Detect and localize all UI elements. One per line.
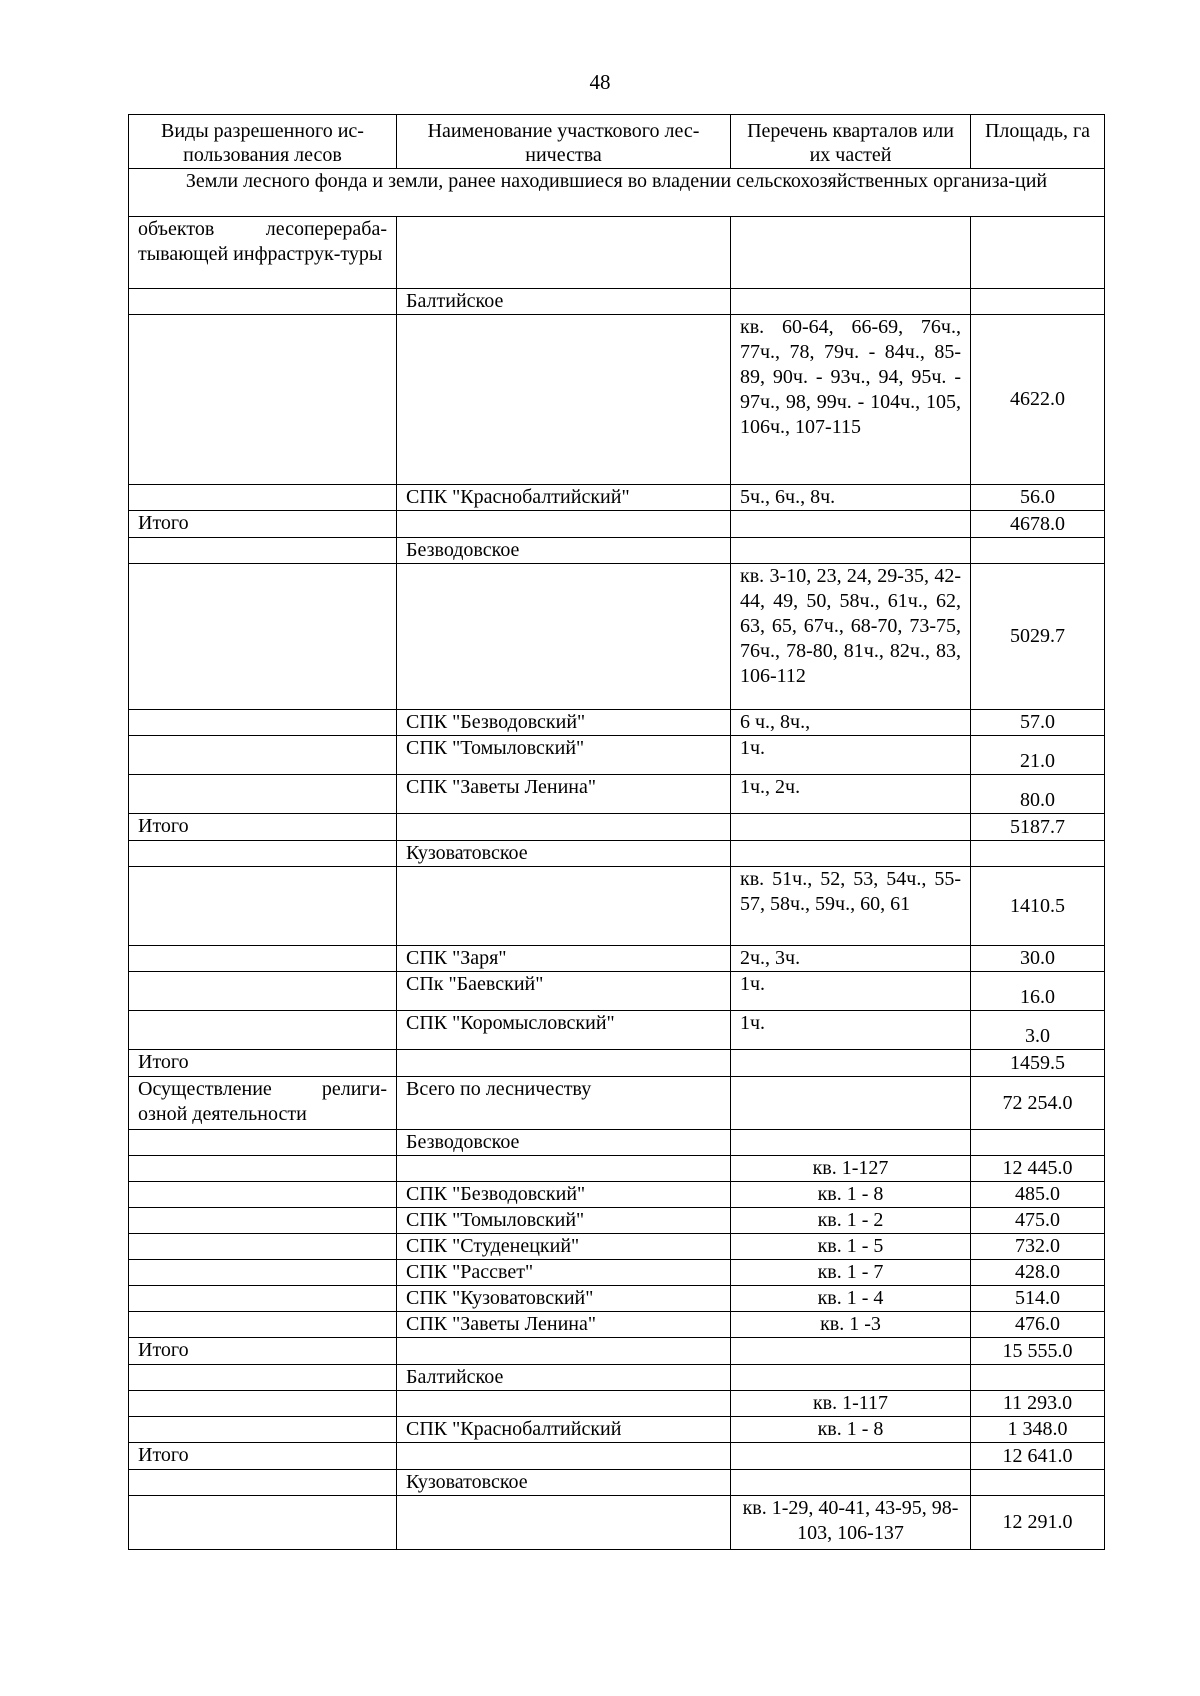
total-label: Итого [129,511,397,538]
table-row [129,315,1105,485]
total-area: 12 641.0 [971,1443,1105,1470]
cooperative-name: СПК "Заветы Ленина" [397,1312,731,1338]
table-row [129,736,1105,775]
header-district-name: Наименование участкового лес-ничества [397,115,731,169]
area-cell: 428.0 [971,1260,1105,1286]
quarters-cell: кв. 1 - 2 [731,1208,971,1234]
table-row [129,1077,1105,1130]
area-cell: 80.0 [971,775,1105,814]
header-area: Площадь, га [971,115,1105,169]
total-row [129,511,1105,538]
cooperative-name: СПК "Краснобалтийский" [397,485,731,511]
cooperative-name: СПК "Заветы Ленина" [397,775,731,814]
total-area: 15 555.0 [971,1338,1105,1365]
area-cell: 514.0 [971,1286,1105,1312]
table-row [129,1260,1105,1286]
quarters-cell: кв. 1-29, 40-41, 43-95, 98-103, 106-137 [731,1496,971,1550]
quarters-cell: 1ч. [731,972,971,1011]
district-row [129,1470,1105,1496]
quarters-cell: кв. 3-10, 23, 24, 29-35, 42-44, 49, 50, 58ч., 61ч., 62, 63, 65, 67ч., 68-70, 73-75, 76ч., 78-80, 81ч., 82ч., 83, 106-112 [731,564,971,710]
forest-use-table [128,114,1105,1550]
area-cell: 485.0 [971,1182,1105,1208]
total-label: Итого [129,1050,397,1077]
table-row [129,1234,1105,1260]
table-row [129,1156,1105,1182]
table-row [129,485,1105,511]
table-row [129,1182,1105,1208]
district-name: Кузоватовское [397,1470,731,1496]
quarters-cell: 1ч. [731,736,971,775]
cooperative-name: СПК "Томыловский" [397,736,731,775]
table-row [129,972,1105,1011]
district-name: Балтийское [397,289,731,315]
total-area: 1459.5 [971,1050,1105,1077]
quarters-cell: кв. 51ч., 52, 53, 54ч., 55-57, 58ч., 59ч., 60, 61 [731,867,971,946]
section-title-row [129,169,1105,217]
district-name: Безводовское [397,538,731,564]
table-row [129,1011,1105,1050]
area-cell: 12 445.0 [971,1156,1105,1182]
table-row [129,1417,1105,1443]
district-row [129,841,1105,867]
district-row [129,289,1105,315]
quarters-cell: кв. 1 -3 [731,1312,971,1338]
cooperative-name: СПК "Безводовский" [397,1182,731,1208]
area-cell: 5029.7 [971,564,1105,710]
header-usage-type: Виды разрешенного ис-пользования лесов [129,115,397,169]
area-cell: 12 291.0 [971,1496,1105,1550]
quarters-cell: кв. 60-64, 66-69, 76ч., 77ч., 78, 79ч. - 84ч., 85-89, 90ч. - 93ч., 94, 95ч. - 97ч., 98, 99ч. - 104ч., 105, 106ч., 107-115 [731,315,971,485]
total-row [129,1050,1105,1077]
cooperative-name: СПК "Безводовский" [397,710,731,736]
quarters-cell: 2ч., 3ч. [731,946,971,972]
area-cell: 72 254.0 [971,1077,1105,1130]
area-cell: 21.0 [971,736,1105,775]
total-row [129,814,1105,841]
quarters-cell: кв. 1 - 4 [731,1286,971,1312]
section-title: Земли лесного фонда и земли, ранее находившиеся во владении сельскохозяйственных организа-ций [129,169,1105,217]
cooperative-name: СПК "Краснобалтийский [397,1417,731,1443]
total-row [129,1338,1105,1365]
quarters-cell: кв. 1-127 [731,1156,971,1182]
area-cell: 4622.0 [971,315,1105,485]
total-area: 4678.0 [971,511,1105,538]
table-row [129,710,1105,736]
quarters-cell: 5ч., 6ч., 8ч. [731,485,971,511]
total-label: Итого [129,1443,397,1470]
quarters-cell: 1ч., 2ч. [731,775,971,814]
area-cell: 11 293.0 [971,1391,1105,1417]
quarters-cell: 6 ч., 8ч., [731,710,971,736]
page-number: 48 [589,70,611,94]
area-cell: 475.0 [971,1208,1105,1234]
header-quarters-list: Перечень кварталов или их частей [731,115,971,169]
total-row [129,1443,1105,1470]
district-total-label: Всего по лесничеству [397,1077,731,1130]
quarters-cell: кв. 1 - 8 [731,1182,971,1208]
table-row [129,217,1105,289]
district-row [129,1130,1105,1156]
quarters-cell: 1ч. [731,1011,971,1050]
district-row [129,1365,1105,1391]
area-cell: 57.0 [971,710,1105,736]
cooperative-name: СПК "Рассвет" [397,1260,731,1286]
cooperative-name: СПК "Студенецкий" [397,1234,731,1260]
table-row [129,1391,1105,1417]
total-area: 5187.7 [971,814,1105,841]
cooperative-name: СПК "Коромысловский" [397,1011,731,1050]
table-row [129,564,1105,710]
district-row [129,538,1105,564]
total-label: Итого [129,814,397,841]
cooperative-name: СПК "Кузоватовский" [397,1286,731,1312]
area-cell: 1 348.0 [971,1417,1105,1443]
table-row [129,775,1105,814]
area-cell: 732.0 [971,1234,1105,1260]
area-cell: 3.0 [971,1011,1105,1050]
table-row [129,1208,1105,1234]
usage-type-cell: объектов лесоперераба-тывающей инфраструк-туры [129,217,397,289]
table-row [129,946,1105,972]
table-row [129,1496,1105,1550]
quarters-cell: кв. 1 - 5 [731,1234,971,1260]
area-cell: 30.0 [971,946,1105,972]
district-name: Безводовское [397,1130,731,1156]
table-row [129,1286,1105,1312]
quarters-cell: кв. 1 - 8 [731,1417,971,1443]
usage-type-cell: Осуществление религи-озной деятельности [129,1077,397,1130]
area-cell: 56.0 [971,485,1105,511]
quarters-cell: кв. 1 - 7 [731,1260,971,1286]
cooperative-name: СПК "Томыловский" [397,1208,731,1234]
table-header-row [129,115,1105,169]
area-cell: 476.0 [971,1312,1105,1338]
total-label: Итого [129,1338,397,1365]
quarters-cell: кв. 1-117 [731,1391,971,1417]
district-name: Балтийское [397,1365,731,1391]
table-row [129,1312,1105,1338]
area-cell: 16.0 [971,972,1105,1011]
district-name: Кузоватовское [397,841,731,867]
cooperative-name: СПк "Баевский" [397,972,731,1011]
table-row [129,867,1105,946]
cooperative-name: СПК "Заря" [397,946,731,972]
area-cell: 1410.5 [971,867,1105,946]
